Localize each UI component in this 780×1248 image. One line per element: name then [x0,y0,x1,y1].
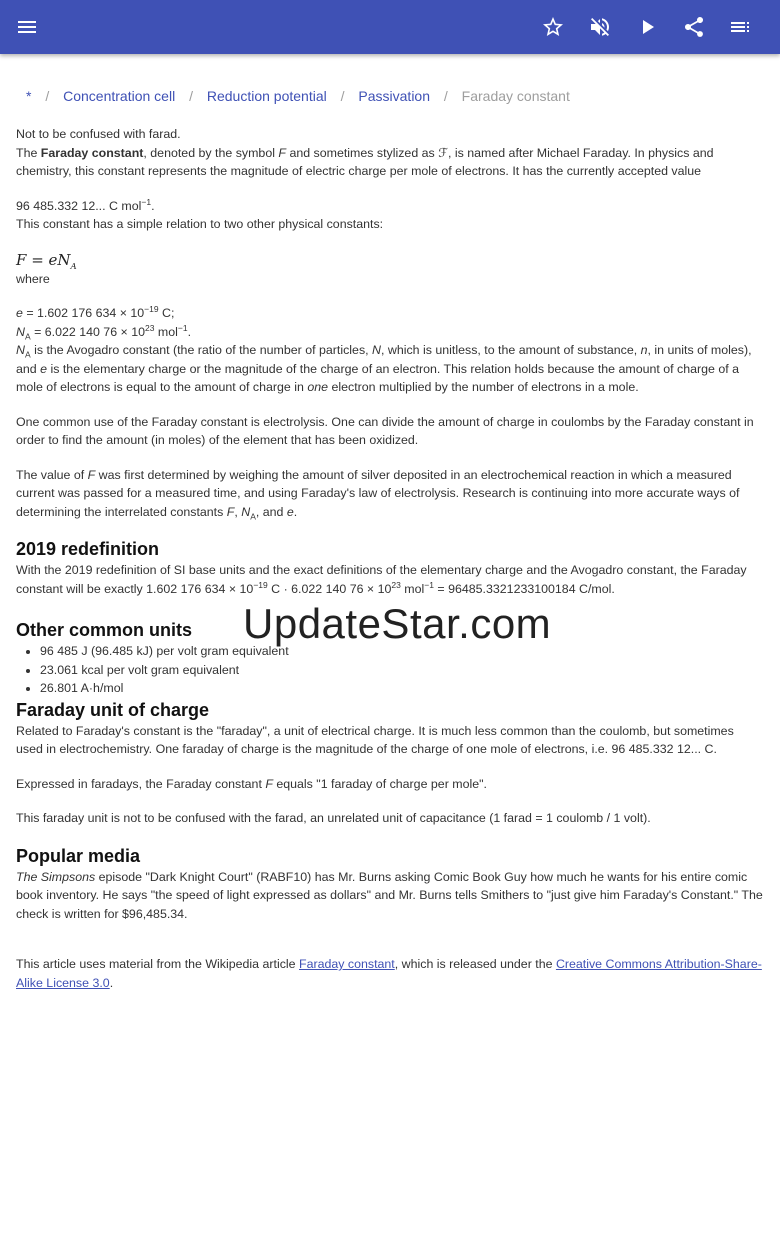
farad-paragraph: This faraday unit is not to be confused with the farad, an unrelated unit of capacitance (1 farad = 1 coulomb / 1 volt). [16,811,651,825]
avogadro-paragraph: $N_A$ is the Avogadro constant (the ratio of the number of particles, N, which is unitless, to the amount of substance, n, in units of moles), and e is the elementary charge or the magnitude of the charge of an electron. This relation holds because the amount of charge of a mole of electrons is equal to the amount of charge in one electron multiplied by the number of electrons in a mole. [16,343,752,394]
share-icon[interactable] [674,7,714,47]
breadcrumb-current: Faraday constant [461,88,570,104]
breadcrumb-home[interactable]: * [26,88,32,104]
play-icon[interactable] [627,7,667,47]
app-bar [0,0,780,54]
faradays-paragraph: Expressed in faradays, the Faraday constant F equals "1 faraday of charge per mole". [16,776,487,791]
intro-paragraph: The Faraday constant, denoted by the symbol F and sometimes stylized as ℱ, is named after Michael Faraday. In physics and chemistry, this constant represents the magnitude of electric charge per mole of electrons. It has the currently accepted value [16,145,714,178]
faraday-unit-paragraph: Related to Faraday's constant is the "faraday", a unit of electrical charge. It is much less common than the coulomb, but sometimes used in electrochemistry. One faraday of charge is the magnitude of the charge of one mole of electrons, i.e. 96 485.332 12... C. [16,723,734,756]
breadcrumb-reduction-potential[interactable]: Reduction potential [206,88,327,104]
breadcrumb-separator: / [443,88,448,104]
units-list [16,642,764,698]
breadcrumb-passivation[interactable]: Passivation [358,88,430,104]
list-item: • 26.801 A·h/mol [40,679,764,698]
faraday-constant-link[interactable]: Faraday constant [299,957,395,971]
article-content [16,125,764,992]
e-definition: e = 1.602 176 $634 \times 10^{-19}$ C; [16,303,175,320]
heading-other-common-units: Other common units [16,620,193,640]
watermark: UpdateStar.com [243,600,552,647]
relation-paragraph: This constant has a simple relation to two other physical constants: [16,217,384,231]
menu-icon[interactable] [7,7,47,47]
heading-faraday-unit-of-charge: Faraday unit of charge [16,699,210,720]
breadcrumb-separator: / [340,88,345,104]
list-item: • 23.061 kcal per volt gram equivalent [40,661,764,680]
heading-2019-redefinition: 2019 redefinition [16,539,160,559]
accepted-value: 96 485.332 12... C mol$^{-1}$. [16,196,155,213]
volume-off-icon[interactable] [580,7,620,47]
history-paragraph: The value of F was first determined by weighing the amount of silver deposited in an electrochemical reaction in which a measured current was passed for a measured time, and using Faraday's law of electrolysis. Research is continuing into more accurate ways of determining the interrelated constants F, $N_A$, and e. [16,467,740,521]
redefinition-paragraph: With the 2019 redefinition of SI base units and the exact definitions of the elementary charge and the Avogadro constant, the Faraday constant will be exactly 1.602 176 $634 \times 10^{-19}$ C · 6.022 140 $76 \times 10^{23}$ mol$^{-1}$ = 96485.3321233100184 C/mol. [16,563,747,596]
license-link[interactable]: Creative Commons Attribution-Share-Alike License 3.0 [16,957,762,990]
electrolysis-paragraph: One common use of the Faraday constant is electrolysis. One can divide the amount of charge in coulombs by the Faraday constant in order to find the amount (in moles) of the element that has been oxidized. [16,414,754,447]
media-paragraph: The Simpsons episode "Dark Knight Court" (RABF10) has Mr. Burns asking Comic Book Guy how much he wants for his entire comic book inventory. He says "the speed of light expressed as dollars" and Mr. Burns tells Smithers to "just give him Faraday's Constant." The check is written for $96,485.34. [16,869,763,921]
heading-popular-media: Popular media [16,845,141,866]
hatnote: Not to be confused with farad. [16,127,181,141]
breadcrumb-concentration-cell[interactable]: Concentration cell [63,88,176,104]
where-label: where [16,271,50,286]
breadcrumb-separator: / [45,88,50,104]
breadcrumb-separator: / [189,88,193,104]
formula: $F = eN_A$ [16,250,77,272]
table-of-contents-icon[interactable] [720,7,760,47]
star-icon[interactable] [533,7,573,47]
na-definition: $N_A = 6.022$ 140 $76 \times 10^{23}$ mol$^{-1}$. [16,322,192,341]
license-footer: This article uses material from the Wikipedia article Faraday constant, which is released under the Creative Commons Attribution-Share-Alike License 3.0. [16,957,762,990]
breadcrumb [26,88,570,104]
list-item: • 96 485 J (96.485 kJ) per volt gram equivalent [40,642,764,661]
